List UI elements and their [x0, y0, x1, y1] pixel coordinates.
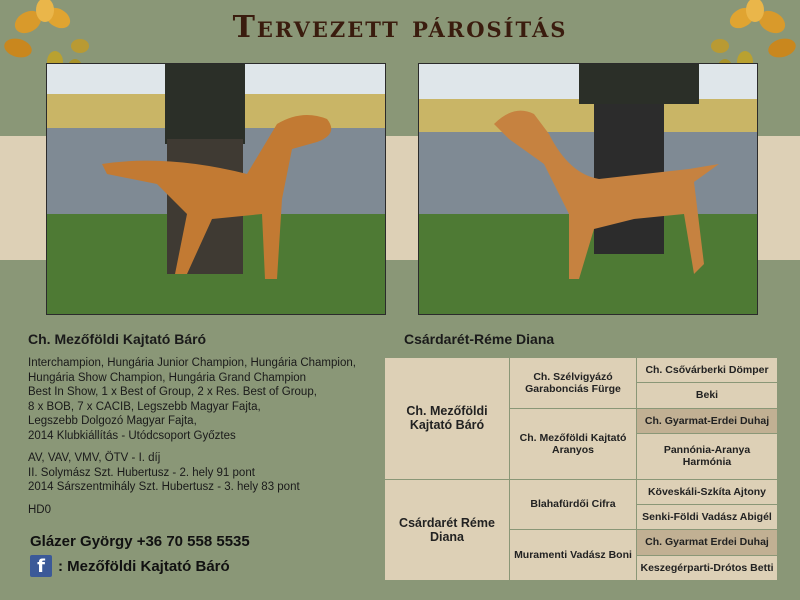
achievement-line: 8 x BOB, 7 x CACIB, Legszebb Magyar Fajta,: [28, 400, 261, 413]
pedigree-table: [384, 357, 778, 581]
pedigree-ancestor: Pannónia-Aranya Harmónia: [637, 433, 778, 479]
dam-name: Csárdarét-Réme Diana: [404, 331, 555, 347]
sire-name: Ch. Mezőföldi Kajtató Báró: [28, 331, 207, 347]
pedigree-ancestor: Ch. Csővárberki Dömper: [637, 358, 778, 383]
achievement-line: 2014 Klubkiállítás - Utódcsoport Győztes: [28, 429, 236, 442]
pedigree-dam: Csárdarét Réme Diana: [385, 479, 510, 580]
achievement-line: AV, VAV, VMV, ÖTV - I. díj: [28, 452, 161, 464]
page-title: Tervezett párosítás: [232, 10, 568, 45]
facebook-icon[interactable]: f: [30, 555, 52, 577]
sire-achievements: [28, 356, 388, 517]
achievement-line: Hungária Show Champion, Hungária Grand Champion: [28, 371, 307, 384]
facebook-link[interactable]: [30, 555, 230, 577]
pedigree-ancestor: Beki: [637, 383, 778, 408]
pedigree-dam-sire: Blahafürdői Cifra: [510, 479, 637, 530]
pedigree-sire-sire: Ch. Szélvigyázó Garabonciás Fürge: [510, 358, 637, 409]
achievement-line: Interchampion, Hungária Junior Champion, Hungária Champion,: [28, 357, 356, 369]
facebook-page-name[interactable]: : Mezőföldi Kajtató Báró: [58, 557, 230, 575]
dog-photo-baro: [46, 63, 386, 315]
pedigree-sire: Ch. Mezőföldi Kajtató Báró: [385, 358, 510, 480]
dog-photo-diana: [418, 63, 758, 315]
achievement-line: Best In Show, 1 x Best of Group, 2 x Res. Best of Group,: [28, 386, 317, 398]
achievement-line: Legszebb Dolgozó Magyar Fajta,: [28, 415, 197, 427]
achievement-line: II. Solymász Szt. Hubertusz - 2. hely 91 pont: [28, 466, 255, 479]
contact-phone[interactable]: Glázer György +36 70 558 5535: [30, 533, 250, 550]
pedigree-dam-dam: Muramenti Vadász Boni: [510, 530, 637, 581]
pedigree-ancestor: Köveskáli-Szkíta Ajtony: [637, 479, 778, 504]
pedigree-ancestor: Ch. Gyarmat-Erdei Duhaj: [637, 408, 778, 433]
hd-status: HD0: [28, 503, 52, 516]
pedigree-ancestor: Ch. Gyarmat Erdei Duhaj: [637, 530, 778, 555]
achievement-line: 2014 Sárszentmihály Szt. Hubertusz - 3. hely 83 pont: [28, 481, 300, 493]
pedigree-ancestor: Keszegérparti-Drótos Betti: [637, 555, 778, 580]
pedigree-ancestor: Senki-Földi Vadász Abigél: [637, 504, 778, 529]
pedigree-sire-dam: Ch. Mezőföldi Kajtató Aranyos: [510, 408, 637, 479]
